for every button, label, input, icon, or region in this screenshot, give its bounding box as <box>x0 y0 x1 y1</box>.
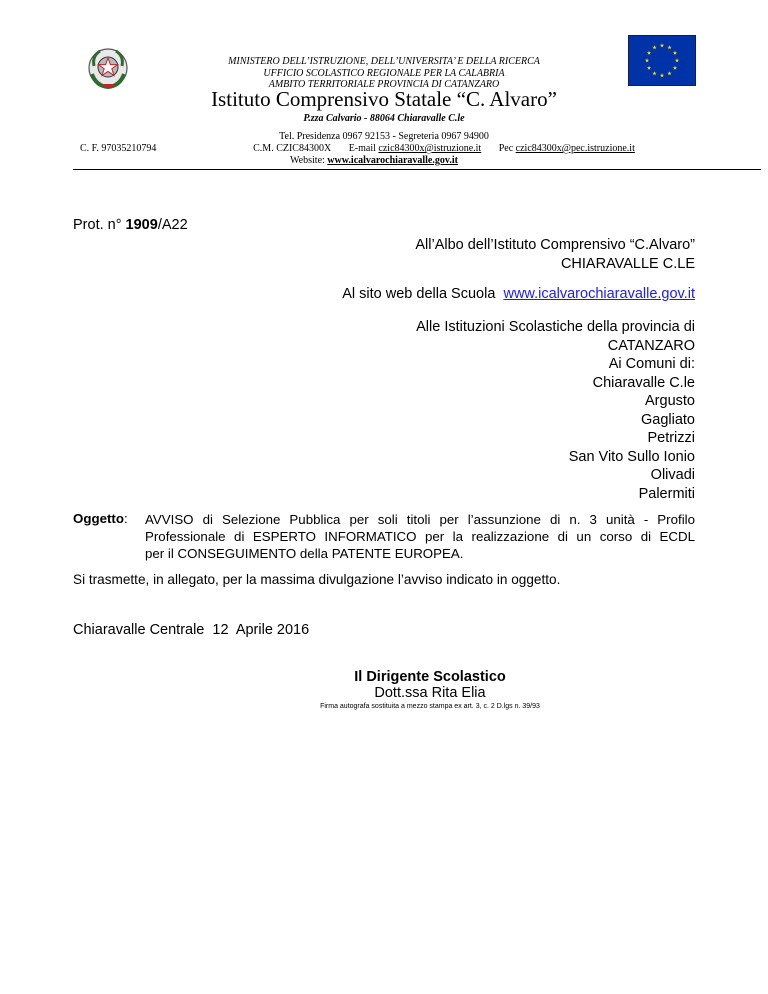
subject-line: Professionale di ESPERTO INFORMATICO per la realizzazione di un corso di ECDL <box>145 529 695 544</box>
recipient-website-label: Al sito web della Scuola <box>342 286 496 302</box>
subject-label-text: Oggetto <box>73 511 124 526</box>
territorial-area: AMBITO TERRITORIALE PROVINCIA DI CATANZARO <box>268 79 500 90</box>
comune-item: Argusto <box>645 393 695 409</box>
school-name: Istituto Comprensivo Statale “C. Alvaro” <box>211 87 557 111</box>
eu-star-icon <box>673 51 677 55</box>
protocol-suffix: /A22 <box>157 217 188 233</box>
protocol-value: 1909 <box>125 217 158 233</box>
fiscal-code: C. F. 97035210794 <box>80 143 157 154</box>
eu-star-icon <box>652 45 656 49</box>
comune-item: Palermiti <box>638 485 695 502</box>
recipient-institutions-line2: CATANZARO <box>607 337 695 354</box>
comune-item: Olivadi <box>650 467 695 483</box>
ministry-name: MINISTERO DELL’ISTRUZIONE, DELL’UNIVERSITA’ E DELLA RICERCA <box>228 56 540 67</box>
protocol-number <box>73 217 188 233</box>
subject-label: Oggetto: <box>73 511 128 526</box>
comune-item: Gagliato <box>640 411 695 428</box>
recipient-institutions-line1: Alle Istituzioni Scolastiche della provincia di <box>416 319 695 335</box>
recipient-comuni-label: Ai Comuni di: <box>608 356 695 372</box>
cm-code: C.M. CZIC84300X <box>253 143 332 154</box>
date-line: Chiaravalle Centrale 12 Aprile 2016 <box>73 622 310 638</box>
recipient-institutions <box>416 318 695 503</box>
recipient-website <box>342 285 695 304</box>
pec-link[interactable]: czic84300x@pec.istruzione.it <box>515 143 635 154</box>
email-link[interactable]: czic84300x@istruzione.it <box>378 143 482 154</box>
signature-role: Il Dirigente Scolastico <box>354 669 506 685</box>
comune-item: San Vito Sullo Ionio <box>568 448 695 465</box>
recipient-website-link[interactable]: www.icalvarochiaravalle.gov.it <box>503 286 695 302</box>
signature-note: Firma autografa sostituita a mezzo stampa ex art. 3, c. 2 D.lgs n. 39/93 <box>320 703 540 710</box>
school-address: P.zza Calvario - 88064 Chiaravalle C.le <box>303 113 465 124</box>
website-link[interactable]: www.icalvarochiaravalle.gov.it <box>327 155 458 166</box>
eu-star-icon <box>660 43 664 47</box>
email-label: E-mail <box>348 143 376 154</box>
subject-text <box>145 511 695 562</box>
regional-office: UFFICIO SCOLASTICO REGIONALE PER LA CALABRIA <box>263 68 505 79</box>
school-website <box>0 155 758 166</box>
school-contacts <box>60 143 768 154</box>
recipient-albo-line1: All’Albo dell’Istituto Comprensivo “C.Alvaro” <box>415 237 695 253</box>
signature-name: Dott.ssa Rita Elia <box>374 685 486 701</box>
protocol-prefix: Prot. n° <box>73 217 122 233</box>
recipient-albo <box>415 236 695 273</box>
eu-star-icon <box>647 51 651 55</box>
body-text: Si trasmette, in allegato, per la massima divulgazione l’avviso indicato in oggetto. <box>73 572 561 587</box>
comune-item: Petrizzi <box>647 430 695 446</box>
eu-star-icon <box>667 45 671 49</box>
website-label: Website: <box>290 155 325 166</box>
school-phone: Tel. Presidenza 0967 92153 - Segreteria 0967 94900 <box>279 131 489 142</box>
recipient-albo-line2: CHIARAVALLE C.LE <box>560 255 695 272</box>
pec-label: Pec <box>498 143 514 154</box>
subject-line: AVVISO di Selezione Pubblica per soli titoli per l’assunzione di n. 3 unità - Profilo <box>145 512 695 527</box>
header-divider <box>73 169 761 170</box>
subject-line: per il CONSEGUIMENTO della PATENTE EUROPEA. <box>145 546 464 561</box>
comune-item: Chiaravalle C.le <box>592 374 695 391</box>
